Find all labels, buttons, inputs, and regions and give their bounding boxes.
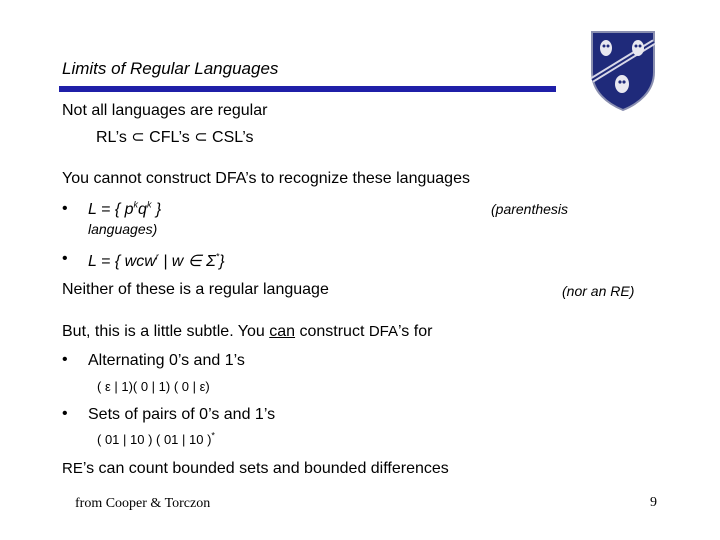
parenthesis-note: (parenthesis	[491, 201, 569, 217]
line-neither-regular: Neither of these is a regular language	[62, 281, 329, 298]
pairs-expr-part: ( 01 | 10 ) ( 01 | 10 )	[97, 432, 212, 447]
superscript: k	[133, 199, 139, 210]
rl-label: RL’s	[96, 129, 132, 146]
line-re-count	[62, 460, 449, 478]
hierarchy-line	[96, 127, 254, 147]
nor-an-re-note: (nor an RE)	[562, 283, 635, 299]
rice-university-crest-icon	[588, 28, 658, 112]
re-count-part: ’s can count bounded sets and bounded differences	[82, 460, 449, 477]
pairs-expression	[97, 432, 215, 447]
bullet-marker: •	[62, 250, 68, 267]
title-rule	[59, 86, 556, 92]
subtle-part: construct	[295, 323, 369, 340]
line-subtle	[62, 323, 432, 341]
pairs-text: Sets of pairs of 0’s and 1’s	[88, 406, 276, 423]
line-cannot-construct: You cannot construct DFA’s to recognize these languages	[62, 170, 470, 187]
superscript: k	[146, 199, 152, 210]
alternating-text: Alternating 0’s and 1’s	[88, 352, 245, 369]
page-number: 9	[650, 495, 657, 510]
wcwr-part: L = { wcw	[88, 253, 156, 270]
csl-label: CSL’s	[207, 129, 254, 146]
bullet-marker: •	[62, 405, 68, 422]
element-of-symbol: ∈	[187, 253, 202, 270]
alternating-expression: ( ε | 1)( 0 | 1) ( 0 | ε)	[97, 379, 210, 394]
line-not-all-regular: Not all languages are regular	[62, 102, 268, 119]
superscript: *	[211, 430, 215, 441]
bullet-marker: •	[62, 351, 68, 368]
sigma-symbol: Σ	[201, 253, 216, 270]
cfl-label: CFL’s	[144, 129, 195, 146]
bullet-marker: •	[62, 200, 68, 217]
re-term: RE	[62, 460, 83, 477]
subtle-part: But, this is a little subtle. You	[62, 323, 270, 340]
footer-credit: from Cooper & Torczon	[75, 496, 211, 511]
subset-symbol: ⊂	[194, 129, 208, 146]
languages-note: languages)	[88, 221, 158, 237]
pkqk-part: q	[138, 201, 147, 218]
dfa-term: DFA	[368, 323, 399, 340]
wcwr-part: | w	[158, 253, 188, 270]
wcwr-part: }	[219, 253, 225, 270]
superscript: r	[155, 251, 159, 262]
language-wcwr	[88, 251, 225, 271]
pkqk-part: L = { p	[88, 201, 134, 218]
slide-title: Limits of Regular Languages	[62, 59, 279, 78]
language-pkqk	[88, 201, 161, 219]
subtle-part: ’s for	[398, 323, 433, 340]
can-emphasis: can	[269, 323, 296, 340]
superscript: *	[215, 251, 220, 262]
pkqk-part: }	[151, 201, 162, 218]
subset-symbol: ⊂	[131, 129, 145, 146]
